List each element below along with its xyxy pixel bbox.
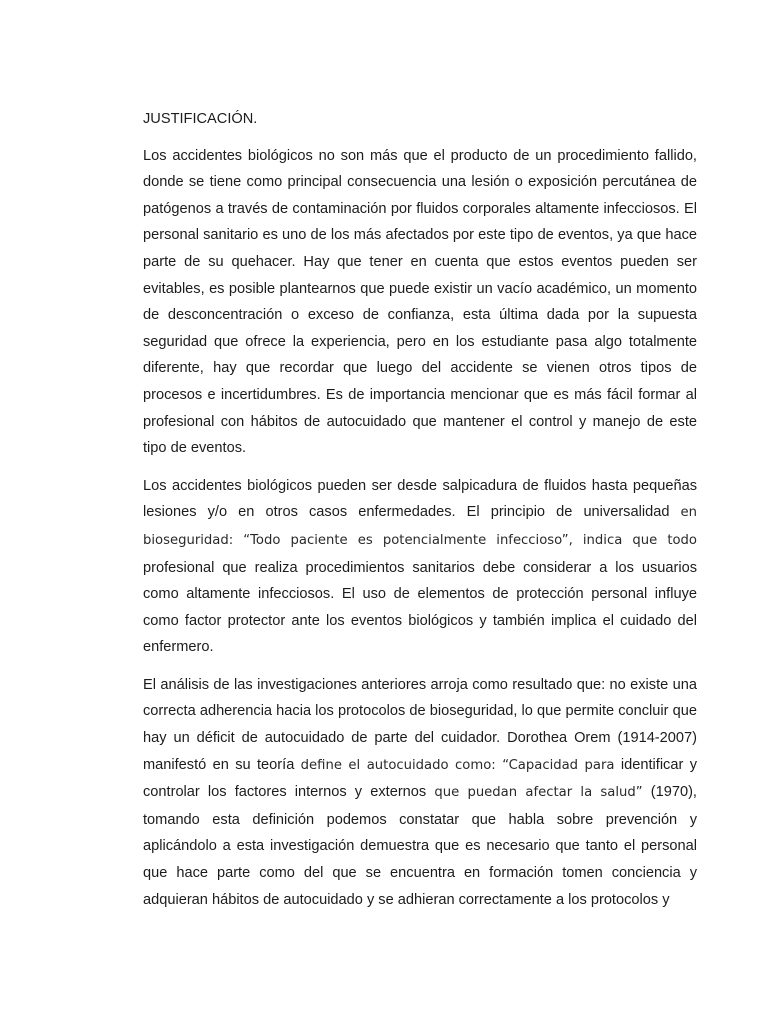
section-heading: JUSTIFICACIÓN.	[143, 111, 258, 127]
paragraph-3-text-b: identificar y controlar los factores internos y externos	[143, 756, 697, 801]
paragraph-2	[143, 473, 697, 661]
paragraph-3-text-c: (1970), tomando esta definición podemos constatar que habla sobre prevención y aplicándolo a esta investigación demuestra que es necesario que tanto el personal que hace parte como del que se encuentra en formación tomen conciencia y adquieran hábitos de autocuidado y se adhieran correctamente a los protocolos y	[143, 784, 697, 908]
paragraph-3	[143, 672, 697, 913]
paragraph-2-quote: en bioseguridad: “Todo paciente es potencialmente infeccioso”, indica que todo	[143, 505, 697, 548]
document-body	[143, 106, 697, 924]
paragraph-3-text-a: El análisis de las investigaciones anteriores arroja como resultado que: no existe una correcta adherencia hacia los protocolos de bioseguridad, lo que permite concluir que hay un déficit de autocuidado de parte del cuidador. Dorothea Orem (1914-2007) manifestó en su teoría	[143, 676, 697, 773]
paragraph-1: Los accidentes biológicos no son más que el producto de un procedimiento fallido, donde se tiene como principal consecuencia una lesión o exposición percutánea de patógenos a través de contaminación por fluidos corporales altamente infecciosos. El personal sanitario es uno de los más afectados por este tipo de eventos, ya que hace parte de su quehacer. Hay que tener en cuenta que estos eventos pueden ser evitables, es posible plantearnos que puede existir un vacío académico, un momento de desconcentración o exceso de confianza, esta última dada por la supuesta seguridad que ofrece la experiencia, pero en los estudiante pasa algo totalmente diferente, hay que recordar que luego del accidente se vienen otros tipos de procesos e incertidumbres. Es de importancia mencionar que es más fácil formar al profesional con hábitos de autocuidado que mantener el control y manejo de este tipo de eventos.	[143, 147, 697, 457]
paragraph-3-quote-b: que puedan afectar la salud”	[434, 785, 643, 801]
paragraph-3-quote-a: define el autocuidado como: “Capacidad para	[300, 757, 615, 773]
paragraph-2-text-a: Los accidentes biológicos pueden ser desde salpicadura de fluidos hasta pequeñas lesiones y/o en otros casos enfermedades. El principio de universalidad	[143, 477, 697, 521]
paragraph-2-text-b: profesional que realiza procedimientos sanitarios debe considerar a los usuarios como altamente infecciosos. El uso de elementos de protección personal influye como factor protector ante los eventos biológicos y también implica el cuidado del enfermero.	[143, 559, 697, 656]
